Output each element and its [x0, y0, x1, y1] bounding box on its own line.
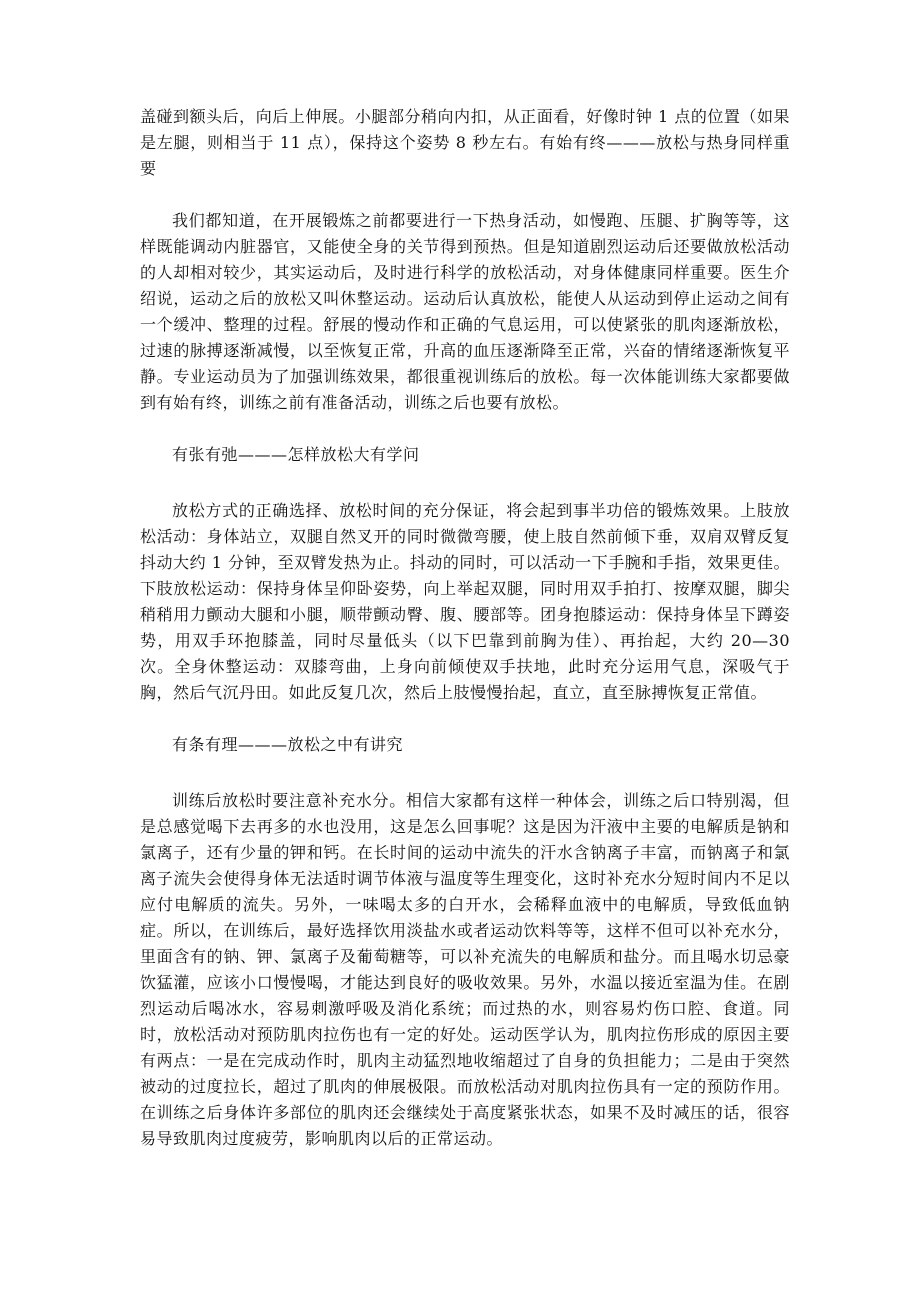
paragraph-continuation: 盖碰到额头后，向后上伸展。小腿部分稍向内扣，从正面看，好像时钟 1 点的位置（如果是左腿，则相当于 11 点），保持这个姿势 8 秒左右。有始有终———放松与热身同样重要 — [140, 107, 790, 178]
section-heading-relaxation-tips: 有条有理———放松之中有讲究 — [172, 735, 404, 754]
section-heading-relaxation-methods: 有张有弛———怎样放松大有学问 — [172, 445, 420, 464]
paragraph-relaxation-methods: 放松方式的正确选择、放松时间的充分保证，将会起到事半功倍的锻炼效果。上肢放松活动：身体站立，双腿自然叉开的同时微微弯腰，使上肢自然前倾下垂，双肩双臂反复抖动大约 1 分钟，至双臂发热为止。抖动的同时，可以活动一下手腕和手指，效果更佳。下肢放松运动：保持身体呈仰卧姿势，向上举起双腿，同时用双手拍打、按摩双腿，脚尖稍稍用力颤动大腿和小腿，顺带颤动臀、腹、腰部等。团身抱膝运动：保持身体呈下蹲姿势，用双手环抱膝盖，同时尽量低头（以下巴靠到前胸为佳）、再抬起，大约 20—30 次。全身休整运动：双膝弯曲，上身向前倾使双手扶地，此时充分运用气息，深吸气于胸，然后气沉丹田。如此反复几次，然后上肢慢慢抬起，直立，直至脉搏恢复正常值。 — [140, 501, 790, 702]
paragraph-hydration-and-injury-prevention: 训练后放松时要注意补充水分。相信大家都有这样一种体会，训练之后口特别渴，但是总感觉喝下去再多的水也没用，这是怎么回事呢？这是因为汗液中主要的电解质是钠和氯离子，还有少量的钾和钙。在长时间的运动中流失的汗水含钠离子丰富，而钠离子和氯离子流失会使得身体无法适时调节体液与温度等生理变化，这时补充水分短时间内不足以应付电解质的流失。另外，一味喝太多的白开水，会稀释血液中的电解质，导致低血钠症。所以，在训练后，最好选择饮用淡盐水或者运动饮料等等，这样不但可以补充水分，里面含有的钠、钾、氯离子及葡萄糖等，可以补充流失的电解质和盐分。而且喝水切忌豪饮猛灌，应该小口慢慢喝，才能达到良好的吸收效果。另外，水温以接近室温为佳。在剧烈运动后喝冰水，容易刺激呼吸及消化系统；而过热的水，则容易灼伤口腔、食道。同时，放松活动对预防肌肉拉伤也有一定的好处。运动医学认为，肌肉拉伤形成的原因主要有两点：一是在完成动作时，肌肉主动猛烈地收缩超过了自身的负担能力；二是由于突然被动的过度拉长，超过了肌肉的伸展极限。而放松活动对肌肉拉伤具有一定的预防作用。在训练之后身体许多部位的肌肉还会继续处于高度紧张状态，如果不及时减压的话，很容易导致肌肉过度疲劳，影响肌肉以后的正常运动。 — [140, 791, 790, 1148]
paragraph-warmup-and-cooldown: 我们都知道，在开展锻炼之前都要进行一下热身活动，如慢跑、压腿、扩胸等等，这样既能调动内脏器官，又能使全身的关节得到预热。但是知道剧烈运动后还要做放松活动的人却相对较少，其实运动后，及时进行科学的放松活动，对身体健康同样重要。医生介绍说，运动之后的放松又叫休整运动。运动后认真放松，能使人从运动到停止运动之间有一个缓冲、整理的过程。舒展的慢动作和正确的气息运用，可以使紧张的肌肉逐渐放松，过速的脉搏逐渐减慢，以至恢复正常，升高的血压逐渐降至正常，兴奋的情绪逐渐恢复平静。专业运动员为了加强训练效果，都很重视训练后的放松。每一次体能训练大家都要做到有始有终，训练之前有准备活动，训练之后也要有放松。 — [140, 211, 790, 412]
document-body — [140, 104, 790, 1178]
